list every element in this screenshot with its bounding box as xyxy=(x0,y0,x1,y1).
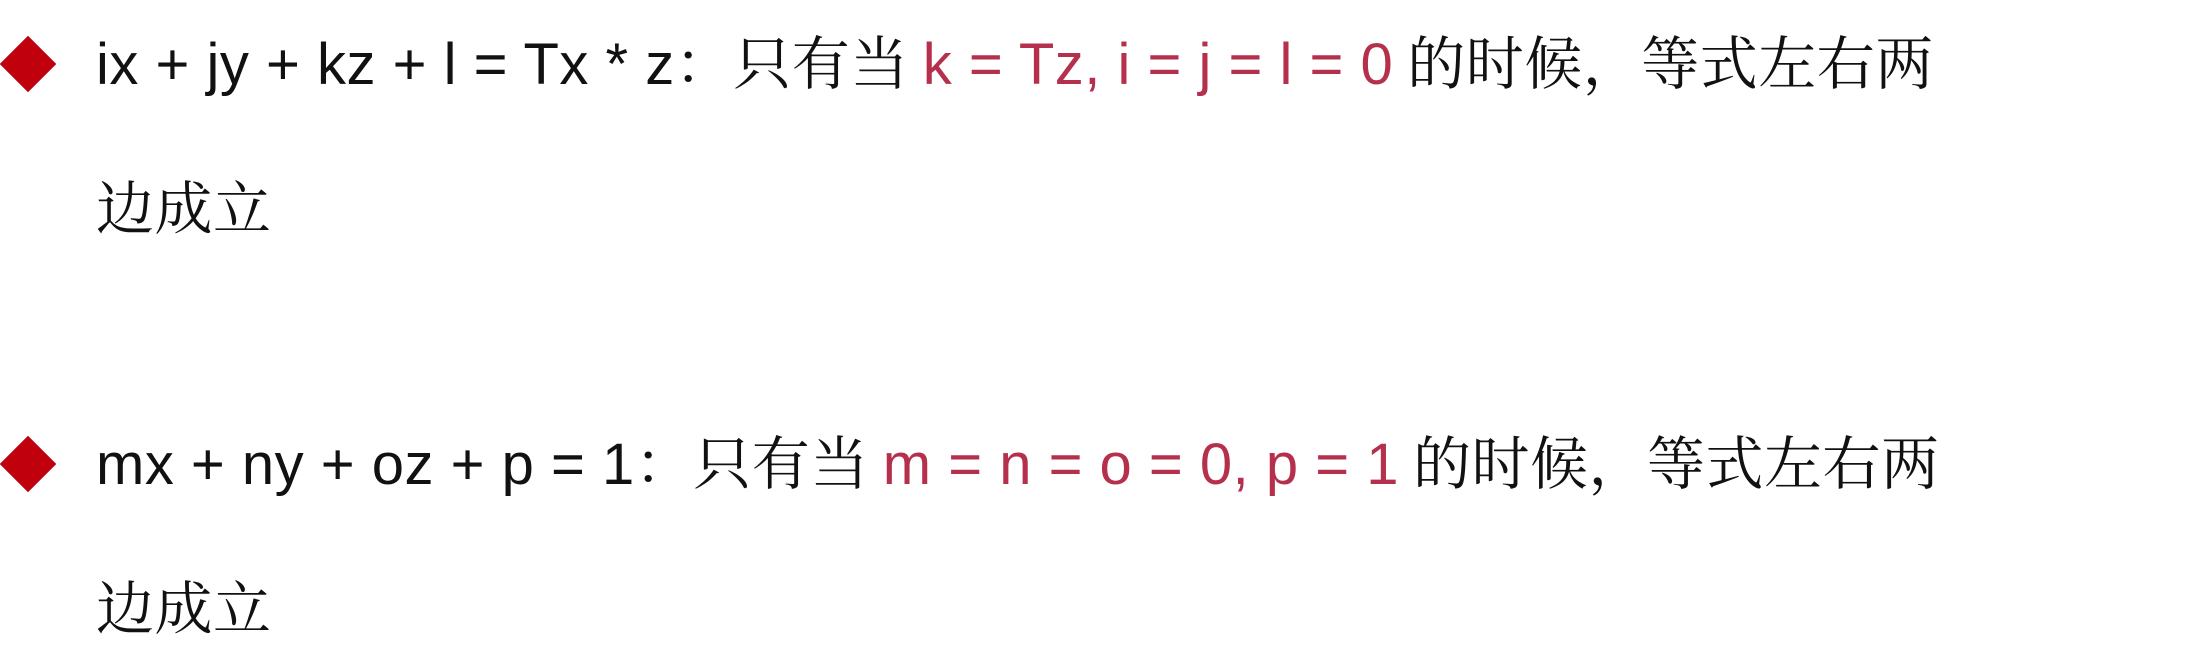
highlighted-condition: k = Tz, i = j = l = 0 xyxy=(922,32,1394,97)
bullet-line-1 xyxy=(96,20,1934,110)
diamond-bullet-icon xyxy=(0,436,56,493)
bullet-line-1 xyxy=(96,420,1940,510)
colon: ： xyxy=(674,32,734,97)
colon: ： xyxy=(634,432,694,497)
formula: ix + jy + kz + l = Tx * z xyxy=(96,32,675,97)
bullet-line-2 xyxy=(96,565,272,655)
continuation-text: 边成立 xyxy=(96,577,272,642)
continuation-text: 边成立 xyxy=(96,177,272,242)
condition-prefix: 只有当 xyxy=(733,32,909,97)
highlighted-condition: m = n = o = 0, p = 1 xyxy=(882,432,1400,497)
bullet-line-2 xyxy=(96,165,272,255)
condition-prefix: 只有当 xyxy=(693,432,869,497)
diamond-bullet-icon xyxy=(0,36,56,93)
formula: mx + ny + oz + p = 1 xyxy=(96,432,635,497)
condition-suffix: 的时候，等式左右两 xyxy=(1413,432,1940,497)
condition-suffix: 的时候，等式左右两 xyxy=(1407,32,1934,97)
